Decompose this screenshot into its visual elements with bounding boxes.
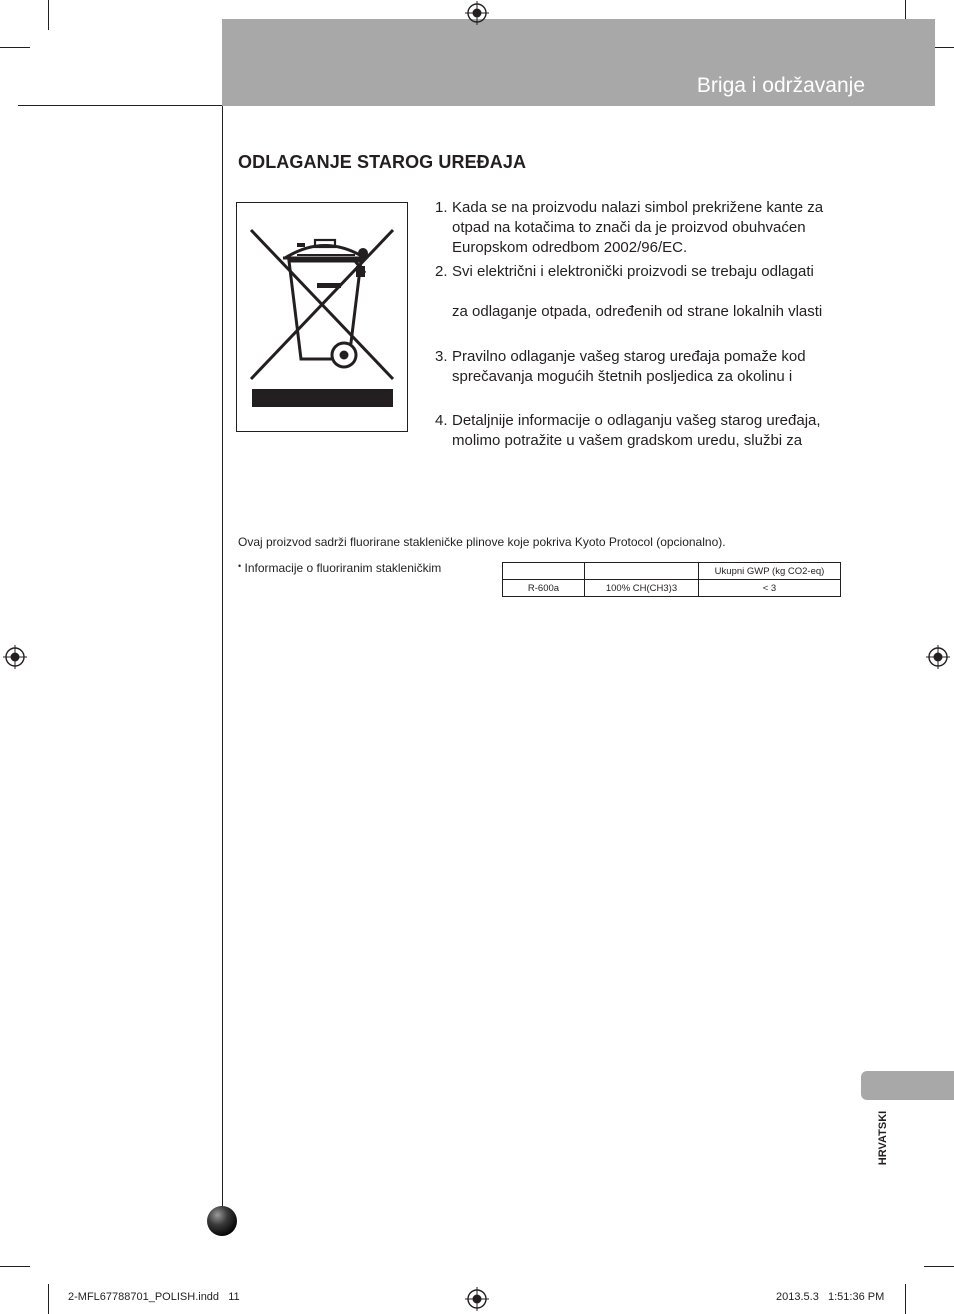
table-cell: 100% CH(CH3)3 xyxy=(585,580,699,597)
language-label xyxy=(876,1104,890,1172)
crop-mark xyxy=(0,47,30,48)
crop-mark xyxy=(48,1284,49,1314)
list-item-number: 1. xyxy=(435,199,448,216)
table-header-cell xyxy=(503,563,585,580)
list-item-number: 3. xyxy=(435,348,448,365)
crop-mark xyxy=(0,1266,30,1267)
list-item-line xyxy=(452,282,847,302)
crop-mark xyxy=(48,0,49,30)
list-item-line: Europskom odredbom 2002/96/EC. xyxy=(452,239,688,256)
language-tab xyxy=(861,1071,954,1100)
registration-mark-icon xyxy=(3,645,27,669)
list-item-line: Pravilno odlaganje vašeg starog uređaja pomaže kod xyxy=(452,348,806,365)
gas-table xyxy=(502,562,841,597)
table-cell: R-600a xyxy=(503,580,585,597)
registration-mark-icon xyxy=(926,645,950,669)
table-header-cell: Ukupni GWP (kg CO2-eq) xyxy=(699,563,841,580)
bullet-icon: • xyxy=(238,561,242,571)
crossed-out-wheeled-bin-icon xyxy=(237,203,407,431)
crop-mark xyxy=(905,1284,906,1314)
table-row xyxy=(503,580,841,597)
registration-mark-icon xyxy=(465,1287,489,1311)
table-header-row xyxy=(503,563,841,580)
weee-symbol-frame xyxy=(236,202,408,432)
bullet-ball-icon xyxy=(207,1206,237,1236)
list-item-number: 2. xyxy=(435,263,448,280)
disposal-heading: ODLAGANJE STAROG UREĐAJA xyxy=(238,152,527,172)
list-item-line: molimo potražite u vašem gradskom uredu, službi za xyxy=(452,432,803,449)
table-cell: < 3 xyxy=(699,580,841,597)
footer-file-name: 2-MFL67788701_POLISH.indd 11 xyxy=(68,1291,240,1303)
list-item-line: otpad na kotačima to znači da je proizvod obuhvaćen xyxy=(452,219,806,236)
footer-timestamp: 2013.5.3 1:51:36 PM xyxy=(776,1291,885,1303)
list-item-line: za odlaganje otpada, određenih od strane lokalnih vlasti xyxy=(452,303,823,320)
fluorinated-gas-note: Ovaj proizvod sadrži fluorirane stakleničke plinove koje pokriva Kyoto Protocol (opcionalno). xyxy=(238,535,726,549)
list-item-line: Svi električni i elektronički proizvodi se trebaju odlagati xyxy=(452,263,814,280)
list-item-number: 4. xyxy=(435,412,448,429)
table-header-cell xyxy=(585,563,699,580)
language-label-text: HRVATSKI xyxy=(877,1110,889,1166)
list-item-line: Detaljnije informacije o odlaganju vašeg starog uređaja, xyxy=(452,412,821,429)
list-item-line: sprečavanja mogućih štetnih posljedica za okolinu i xyxy=(452,368,793,385)
fluorinated-gas-info xyxy=(238,561,441,575)
margin-rule xyxy=(222,106,223,1232)
list-item-line: Kada se na proizvodu nalazi simbol prekrižene kante za xyxy=(452,199,824,216)
page-section-title: Briga i održavanje xyxy=(696,74,865,97)
crop-mark xyxy=(924,1266,954,1267)
registration-mark-icon xyxy=(465,1,489,25)
crop-mark xyxy=(905,0,906,20)
fluorinated-gas-info-label: Informacije o fluoriranim stakleničkim xyxy=(244,561,442,575)
